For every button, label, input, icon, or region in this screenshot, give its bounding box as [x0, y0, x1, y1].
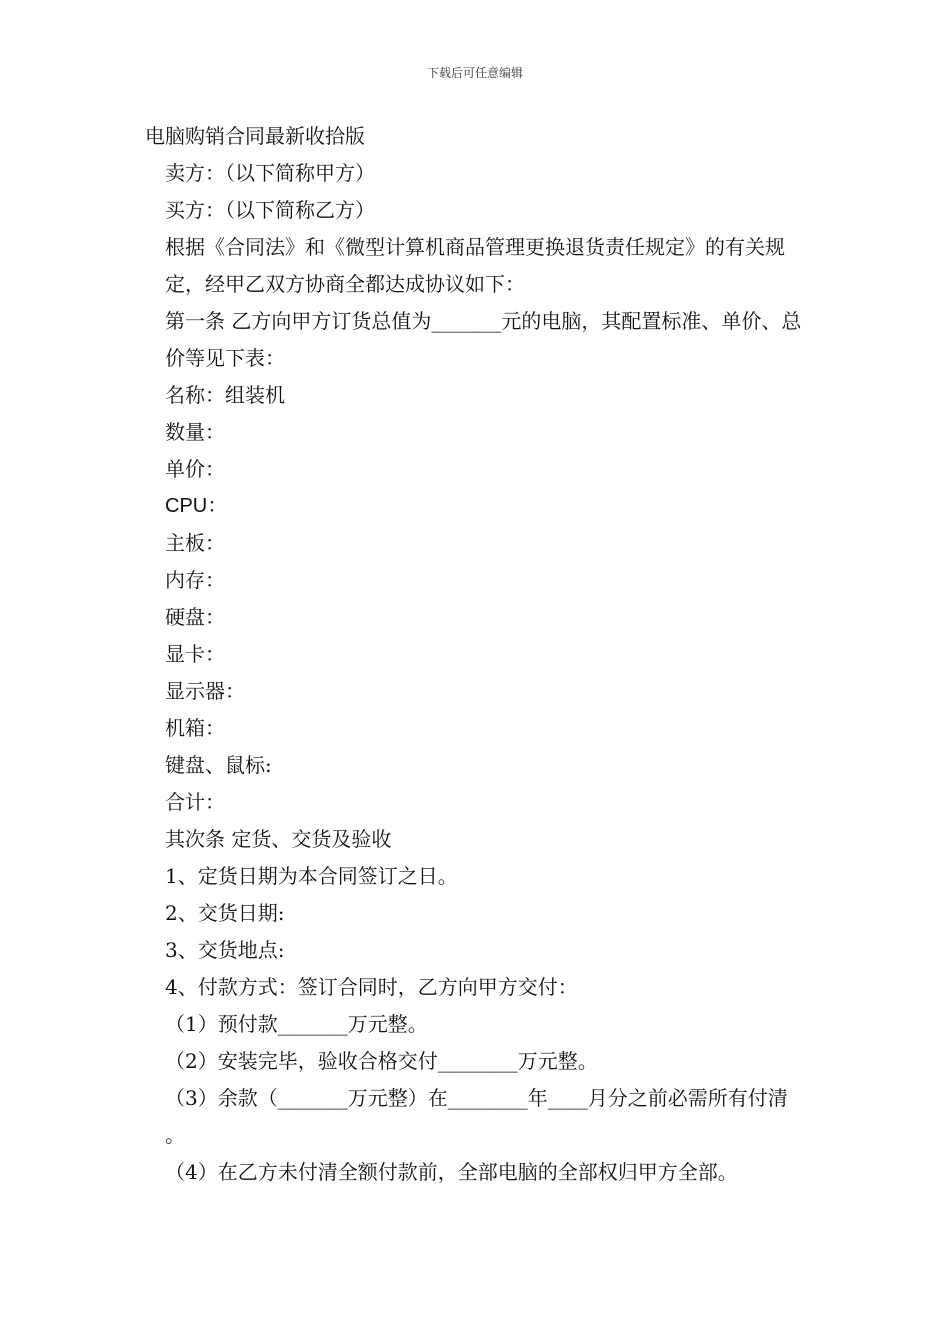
payment-item-1: （1）预付款_______万元整。 — [165, 1012, 428, 1036]
spec-motherboard: 主板： — [165, 531, 225, 555]
spec-keyboard-mouse: 键盘、鼠标: — [165, 753, 272, 777]
spec-total: 合计： — [165, 790, 225, 814]
payment-item-4: （4）在乙方未付清全额付款前，全部电脑的全部权归甲方全部。 — [165, 1160, 738, 1184]
clause-4: 4、付款方式：签订合同时，乙方向甲方交付： — [165, 975, 578, 999]
spec-case: 机箱： — [165, 716, 225, 740]
spec-name: 名称：组装机 — [165, 383, 285, 407]
payment-item-2: （2）安装完毕，验收合格交付________万元整。 — [165, 1049, 598, 1073]
article-one-paragraph: 第一条 乙方向甲方订货总值为_______元的电脑，其配置标准、单价、总价等见下表： — [165, 309, 802, 370]
clause-1: 1、定货日期为本合同签订之日。 — [165, 864, 458, 888]
spec-quantity: 数量： — [165, 420, 225, 444]
article-two-heading: 其次条 定货、交货及验收 — [165, 827, 392, 851]
seller-line: 卖方：（以下简称甲方） — [165, 161, 375, 185]
page-header: 下载后可任意编辑 — [426, 66, 523, 80]
document-title: 电脑购销合同最新收拾版 — [145, 124, 365, 148]
clause-3: 3、交货地点: — [165, 938, 285, 962]
spec-graphics-card: 显卡： — [165, 642, 225, 666]
payment-item-3: （3）余款（_______万元整）在________年____月分之前必需所有付清 。 — [165, 1086, 788, 1147]
spec-monitor: 显示器： — [165, 679, 245, 703]
clause-2: 2、交货日期: — [165, 901, 285, 925]
spec-unit-price: 单价： — [165, 457, 225, 481]
spec-memory: 内存： — [165, 568, 225, 592]
buyer-line: 买方：（以下简称乙方） — [165, 198, 375, 222]
spec-hard-disk: 硬盘： — [165, 605, 225, 629]
spec-cpu: CPU： — [165, 495, 228, 517]
preamble-paragraph: 根据《合同法》和《微型计算机商品管理更换退货责任规定》的有关规定，经甲乙双方协商全都达成协议如下： — [165, 235, 785, 296]
document-body — [145, 118, 810, 1191]
